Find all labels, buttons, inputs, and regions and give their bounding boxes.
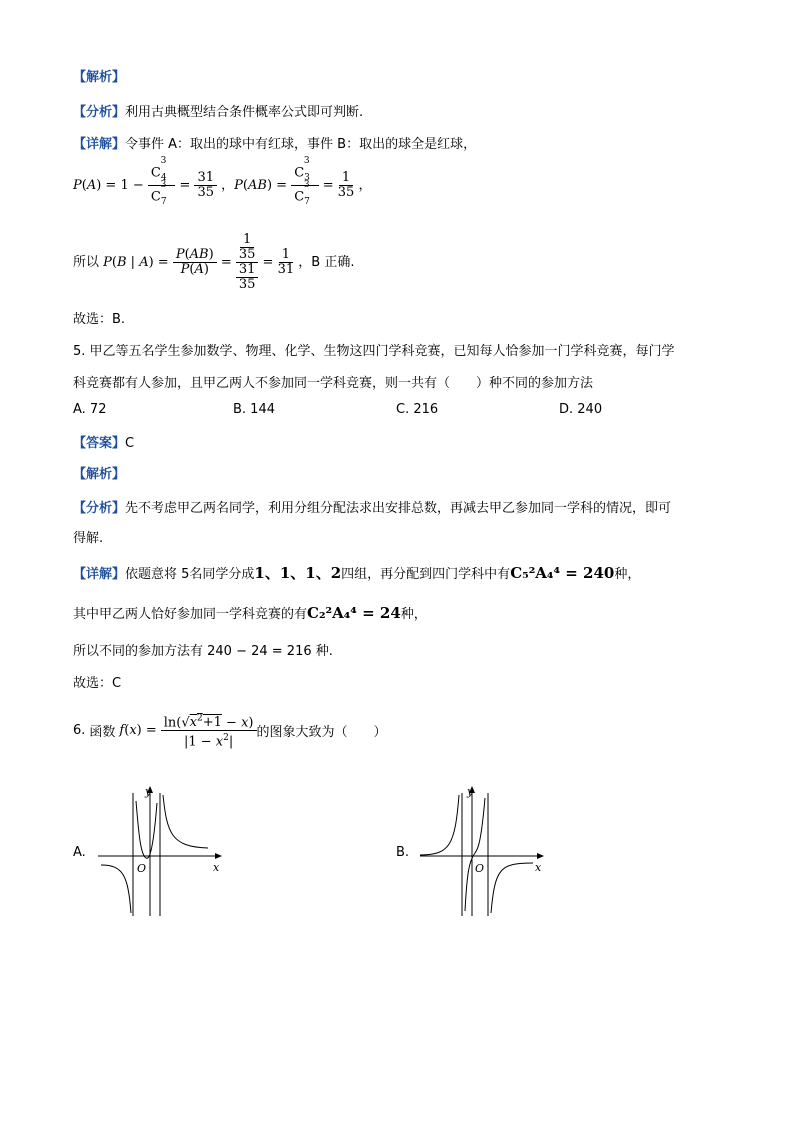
q6-option-b-label: B. xyxy=(396,845,410,860)
q5-fenxi-line-2: 得解. xyxy=(73,531,104,546)
q6-number: 6. xyxy=(73,723,86,739)
q5-xiangjie-b: 四组，再分配到四门学科中有 xyxy=(341,567,511,582)
q5-xiangjie-line-3: 所以不同的参加方法有 240 − 24 = 216 种. xyxy=(73,644,333,659)
q6-stem-b: 的图象大致为（ ） xyxy=(256,725,387,741)
curve-left xyxy=(420,795,459,855)
q6-stem-a: 函数 xyxy=(89,725,116,741)
equation-conditional: 所以 P(B | A) = $\frac{P(AB)}{P(A)}$ = $\frac{\frac{1}{35}}{\frac{31}{35}}$ = $\frac{1}{31}$ ，B 正确. xyxy=(73,232,355,292)
y-axis-label: y xyxy=(145,785,152,798)
q5-xiangjie-a: 依题意将 5名同学分成 xyxy=(125,567,255,582)
fenxi-line-1 xyxy=(73,101,363,120)
xiangjie-label: 【详解】 xyxy=(73,137,126,152)
q5-stem-1: 甲乙等五名学生参加数学、物理、化学、生物这四门学科竞赛，已知每人恰参加一门学科竞赛，每门学 xyxy=(89,344,675,359)
q5-fenxi-line-1 xyxy=(73,497,671,516)
guxuan-2: 故选：C xyxy=(73,676,122,691)
q5-fenxi-text-1: 先不考虑甲乙两名同学，利用分组分配法求出安排总数，再减去甲乙参加同一学科的情况，即可 xyxy=(125,501,672,516)
curve-middle xyxy=(465,798,485,911)
q5-fenxi-label: 【分析】 xyxy=(73,501,126,516)
y-axis-label: y xyxy=(467,785,474,798)
jiexi-label-2: 【解析】 xyxy=(73,467,126,482)
origin-label: O xyxy=(475,862,485,875)
q5-answer xyxy=(73,432,134,451)
q5-eq-total: C₅²A₄⁴ = 240 xyxy=(510,564,615,582)
curve-right xyxy=(163,795,208,848)
q5-stem-line-1 xyxy=(73,340,675,359)
q5-line2-a: 其中甲乙两人恰好参加同一学科竞赛的有 xyxy=(73,607,308,622)
q5-xiangjie-c: 种， xyxy=(614,567,641,582)
q5-eq-same: C₂²A₄⁴ = 24 xyxy=(307,604,401,622)
fenxi-text: 利用古典概型结合条件概率公式即可判断. xyxy=(125,105,364,120)
x-axis-label: x xyxy=(213,861,220,874)
curve-right xyxy=(491,863,533,913)
eq2-prefix: 所以 xyxy=(73,255,100,270)
q5-xiangjie-line-2 xyxy=(73,603,427,622)
xiangjie-line-1 xyxy=(73,133,476,152)
origin-label: O xyxy=(137,862,147,875)
guxuan-1: 故选：B. xyxy=(73,312,126,327)
x-axis-arrow xyxy=(537,853,544,859)
q5-xiangjie-label: 【详解】 xyxy=(73,567,126,582)
q6-function: f ( x ) = $\ln(√x^2+1 - x)$ $|1 - x^2|$ xyxy=(119,712,256,750)
q5-number: 5. xyxy=(73,344,86,359)
q5-option-b: B. 144 xyxy=(233,402,275,417)
eq2-suffix: ，B 正确. xyxy=(298,255,355,270)
q5-stem-line-2: 科竞赛都有人参加，且甲乙两人不参加同一学科竞赛，则一共有（ ）种不同的参加方法 xyxy=(73,376,594,391)
answer-label: 【答案】 xyxy=(73,436,126,451)
xiangjie-text: 令事件 A：取出的球中有红球，事件 B：取出的球全是红球， xyxy=(125,137,477,152)
x-axis-label: x xyxy=(535,861,542,874)
answer-value: C xyxy=(125,436,135,451)
q6-graph-a xyxy=(93,783,228,918)
equation-pa: P(A) = 1 − $\frac{C_4^3}{C_7^3}$ = $\frac{31}{35}$ ，P(AB) = $\frac{C_3^3}{C_7^3}$ = $\frac{1}{35}$ ， xyxy=(73,156,372,207)
jiexi-label-1: 【解析】 xyxy=(73,70,126,85)
q6-option-a-label: A. xyxy=(73,845,86,860)
q5-option-c: C. 216 xyxy=(396,402,439,417)
q5-option-d: D. 240 xyxy=(559,402,603,417)
fenxi-label: 【分析】 xyxy=(73,105,126,120)
q6-graph-b xyxy=(415,783,550,918)
q5-option-a: A. 72 xyxy=(73,402,107,417)
curve-left xyxy=(101,865,131,913)
q5-xiangjie-line-1 xyxy=(73,562,640,583)
x-axis-arrow xyxy=(215,853,222,859)
q5-line2-b: 种， xyxy=(400,607,427,622)
q6-stem xyxy=(73,712,387,750)
q5-groups: 1、1、1、2 xyxy=(254,564,342,582)
curve-middle xyxy=(136,801,157,858)
